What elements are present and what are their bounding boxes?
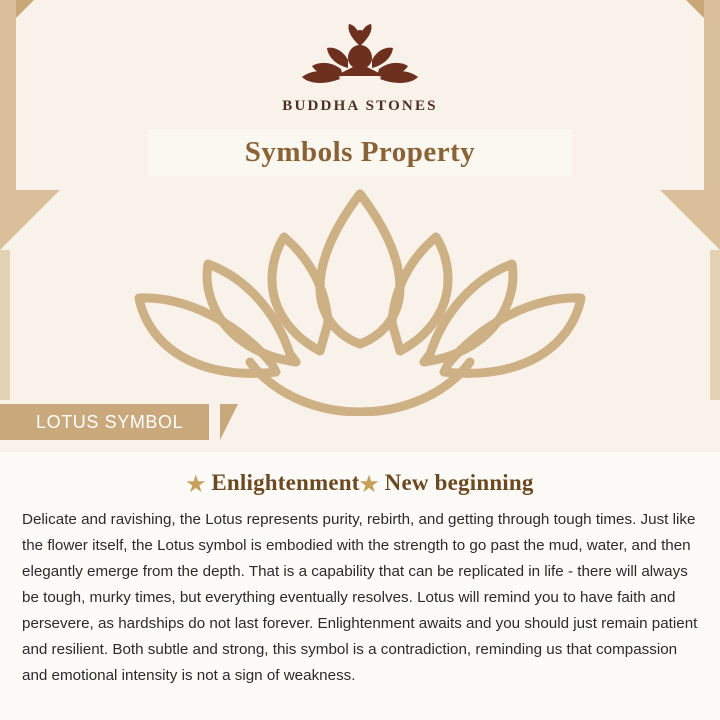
page-title: Symbols Property xyxy=(244,136,476,168)
wedge-decoration-left xyxy=(0,190,60,250)
brand-name: BUDDHA STONES xyxy=(282,98,438,114)
star-icon-left: ★ xyxy=(186,472,206,496)
star-icon-right: ★ xyxy=(359,472,379,496)
ribbon-tail-decoration xyxy=(220,404,238,440)
section-headline xyxy=(22,470,698,497)
description-panel xyxy=(0,452,720,720)
headline-enlightenment: Enlightenment xyxy=(211,470,360,495)
edge-decoration-left-mid xyxy=(0,250,10,400)
brand-logo xyxy=(0,24,720,115)
headline-new-beginning: New beginning xyxy=(384,470,534,495)
page-title-band xyxy=(148,129,572,176)
description-paragraph: Delicate and ravishing, the Lotus represents purity, rebirth, and getting through tough times. Just like the flower itself, the Lotus symbol is embodied with the strength to go past the mud, water, and then elegantly emerge from the depth. That is a capability that can be replicated in life - there will always be tough, murky times, but everything eventually resolves. Lotus will remind you to have faith and persevere, as hardships do not last forever. Enlightenment awaits and you should just remain patient and resilient. Both subtle and strong, this symbol is a contradiction, reminding us that compassion and emotional intensity is not a sign of weakness. xyxy=(22,511,698,684)
wedge-decoration-right xyxy=(660,190,720,250)
lotus-flower-icon xyxy=(100,186,620,416)
lotus-meditation-figure-icon xyxy=(285,24,435,96)
edge-decoration-right-mid xyxy=(710,250,720,400)
lotus-symbol-ribbon xyxy=(0,404,209,440)
ribbon-label: LOTUS SYMBOL xyxy=(36,411,184,432)
